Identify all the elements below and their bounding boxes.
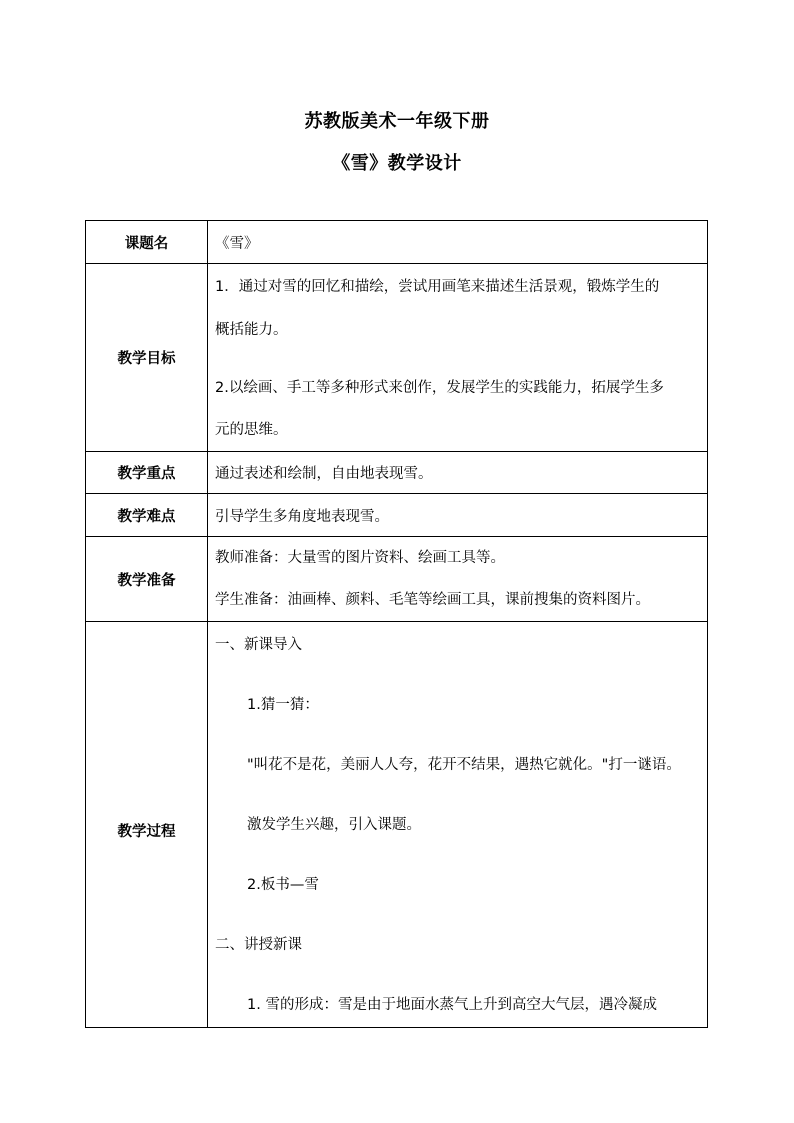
preparation-label: 教学准备	[86, 537, 208, 622]
process-cell	[208, 622, 708, 1028]
key-points-value: 通过表述和绘制，自由地表现雪。	[208, 452, 708, 494]
row-key-points	[86, 452, 708, 494]
goals-line: 1．通过对雪的回忆和描绘，尝试用画笔来描述生活景观，锻炼学生的	[215, 278, 660, 295]
goals-cell	[208, 264, 708, 452]
process-line: 1. 雪的形成：雪是由于地面水蒸气上升到高空大气层，遇冷凝成	[247, 996, 657, 1013]
key-points-label: 教学重点	[86, 452, 208, 494]
document-title: 苏教版美术一年级下册	[304, 111, 490, 132]
preparation-line: 学生准备：油画棒、颜料、毛笔等绘画工具，课前搜集的资料图片。	[215, 592, 650, 608]
preparation-cell	[208, 537, 708, 622]
row-course-name	[86, 221, 708, 264]
process-line: 激发学生兴趣，引入课题。	[247, 816, 421, 833]
process-line: 二、讲授新课	[215, 936, 302, 953]
process-line: "叫花不是花，美丽人人夸，花开不结果，遇热它就化。"打一谜语。	[247, 756, 681, 773]
difficulties-label: 教学难点	[86, 494, 208, 537]
row-goals	[86, 264, 708, 452]
process-line: 一、新课导入	[215, 636, 302, 653]
lesson-plan-table	[85, 220, 708, 1028]
process-label: 教学过程	[86, 622, 208, 1028]
goals-line: 元的思维。	[215, 421, 288, 438]
process-line: 1.猜一猜：	[247, 696, 319, 713]
process-line: 2.板书—雪	[247, 876, 319, 893]
goals-label: 教学目标	[86, 264, 208, 452]
row-process	[86, 622, 708, 1028]
course-name-value: 《雪》	[208, 221, 708, 264]
preparation-line: 教师准备：大量雪的图片资料、绘画工具等。	[215, 550, 505, 566]
goals-line: 概括能力。	[215, 321, 288, 338]
difficulties-value: 引导学生多角度地表现雪。	[208, 494, 708, 537]
goals-line: 2.以绘画、手工等多种形式来创作，发展学生的实践能力，拓展学生多	[215, 379, 664, 396]
row-preparation	[86, 537, 708, 622]
course-name-label: 课题名	[86, 221, 208, 264]
document-subtitle: 《雪》教学设计	[332, 153, 462, 174]
row-difficulties	[86, 494, 708, 537]
